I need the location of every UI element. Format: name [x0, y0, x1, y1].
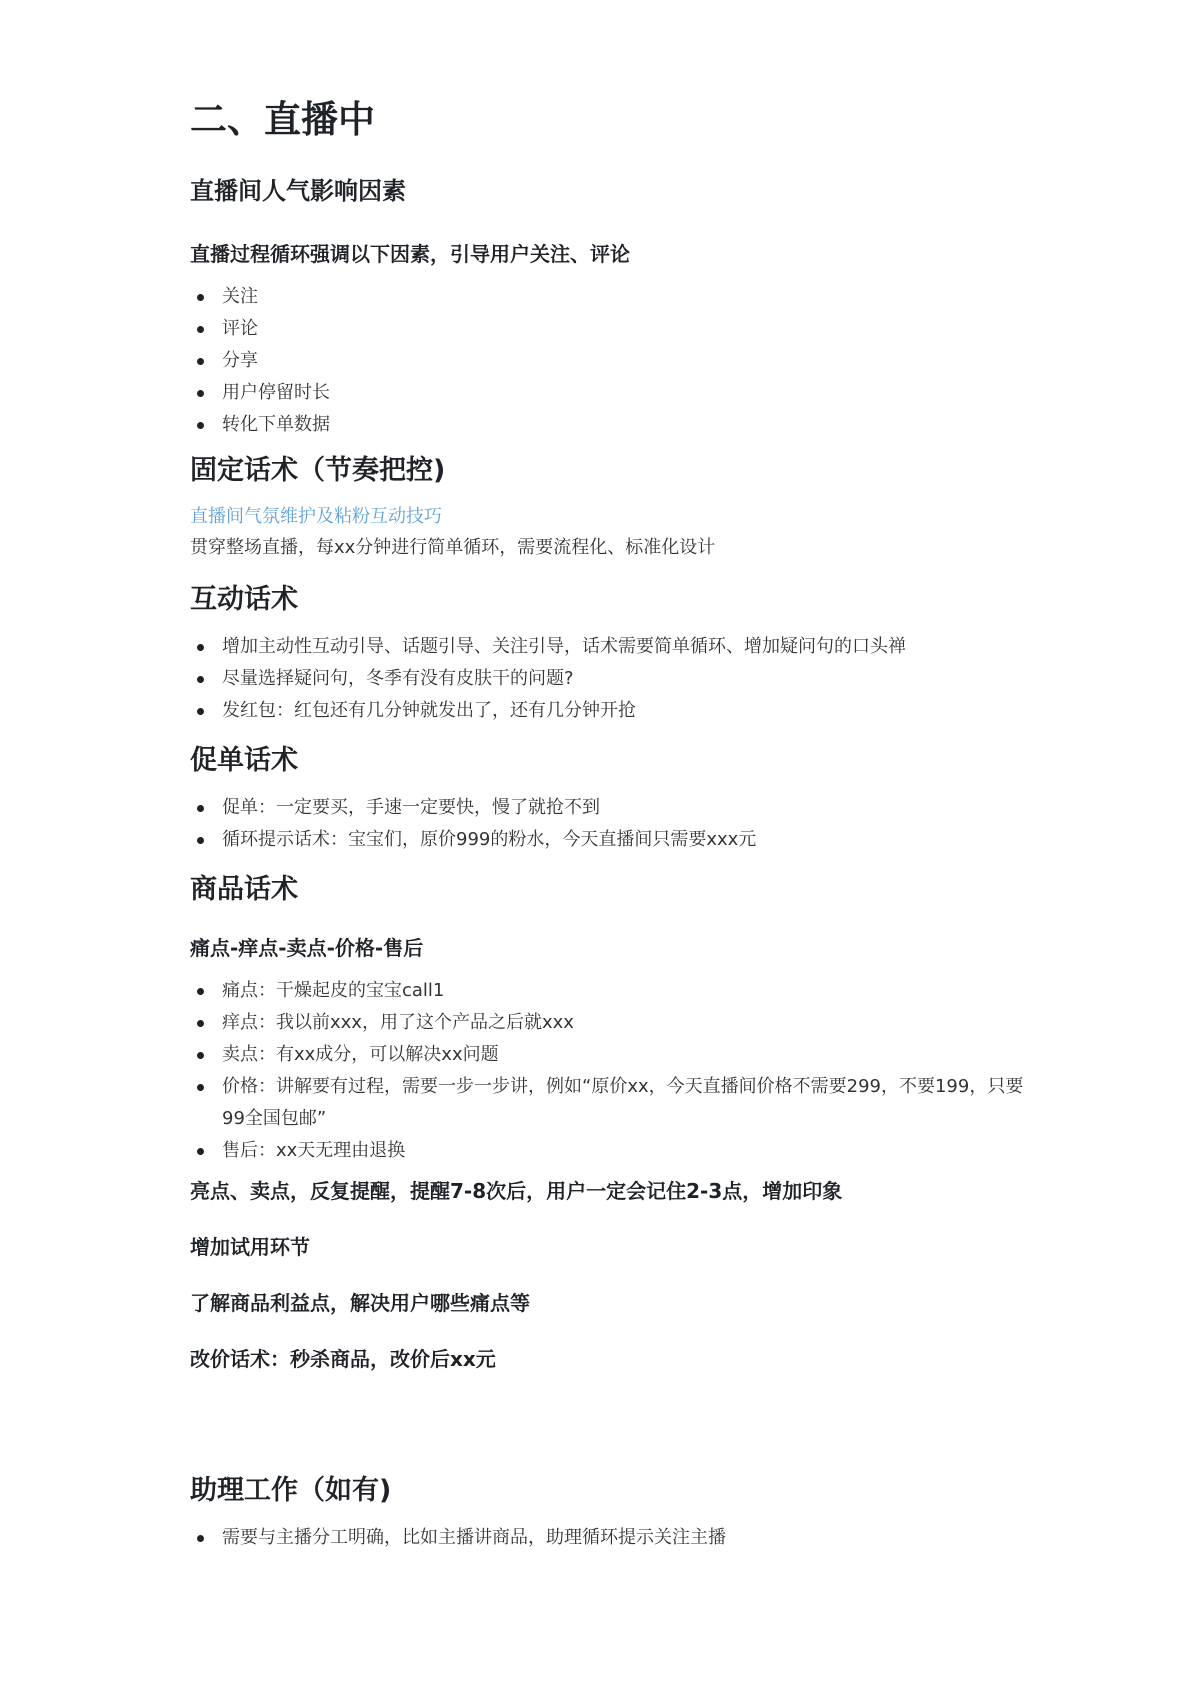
- subheading-popularity: 直播过程循环强调以下因素，引导用户关注、评论: [190, 242, 630, 267]
- list-item: 分享: [222, 345, 1040, 377]
- price-change-note: 改价话术：秒杀商品，改价后xx元: [190, 1346, 496, 1371]
- list-item: 关注: [222, 281, 1040, 313]
- assistant-list: [190, 1522, 1040, 1554]
- list-item: 卖点：有xx成分，可以解决xx问题: [222, 1039, 1040, 1071]
- highlight-note: 亮点、卖点，反复提醒，提醒7-8次后，用户一定会记住2-3点，增加印象: [190, 1178, 843, 1203]
- list-item: 需要与主播分工明确，比如主播讲商品，助理循环提示关注主播: [222, 1522, 1040, 1554]
- fixed-scripts-text: 贯穿整场直播，每xx分钟进行简单循环，需要流程化、标准化设计: [190, 536, 716, 558]
- heading-fixed-scripts: 固定话术（节奏把控): [190, 455, 446, 487]
- trial-note: 增加试用环节: [190, 1234, 310, 1259]
- heading-promotion-scripts: 促单话术: [190, 744, 298, 776]
- product-list: [190, 975, 1040, 1167]
- benefit-note: 了解商品利益点，解决用户哪些痛点等: [190, 1290, 530, 1315]
- list-item: 用户停留时长: [222, 377, 1040, 409]
- page-title: 二、直播中: [190, 98, 375, 141]
- atmosphere-link[interactable]: 直播间气氛维护及粘粉互动技巧: [190, 506, 442, 528]
- heading-interaction-scripts: 互动话术: [190, 583, 298, 615]
- heading-product-scripts: 商品话术: [190, 873, 298, 905]
- interaction-list: [190, 631, 1040, 727]
- promotion-list: [190, 792, 1040, 856]
- heading-popularity: 直播间人气影响因素: [190, 177, 406, 206]
- list-item: 增加主动性互动引导、话题引导、关注引导，话术需要简单循环、增加疑问句的口头禅: [222, 631, 1040, 663]
- subheading-product-flow: 痛点-痒点-卖点-价格-售后: [190, 935, 424, 960]
- popularity-list: [190, 281, 1040, 441]
- list-item: 售后：xx天无理由退换: [222, 1135, 1040, 1167]
- list-item: 价格：讲解要有过程，需要一步一步讲，例如“原价xx，今天直播间价格不需要299，不要199，只要99全国包邮”: [222, 1071, 1040, 1135]
- list-item: 发红包：红包还有几分钟就发出了，还有几分钟开抢: [222, 695, 1040, 727]
- list-item: 转化下单数据: [222, 409, 1040, 441]
- list-item: 痛点：干燥起皮的宝宝call1: [222, 975, 1040, 1007]
- list-item: 循环提示话术：宝宝们，原价999的粉水，今天直播间只需要xxx元: [222, 824, 1040, 856]
- list-item: 评论: [222, 313, 1040, 345]
- list-item: 尽量选择疑问句，冬季有没有皮肤干的问题?: [222, 663, 1040, 695]
- heading-assistant-work: 助理工作（如有): [190, 1474, 392, 1506]
- list-item: 促单：一定要买，手速一定要快，慢了就抢不到: [222, 792, 1040, 824]
- list-item: 痒点：我以前xxx，用了这个产品之后就xxx: [222, 1007, 1040, 1039]
